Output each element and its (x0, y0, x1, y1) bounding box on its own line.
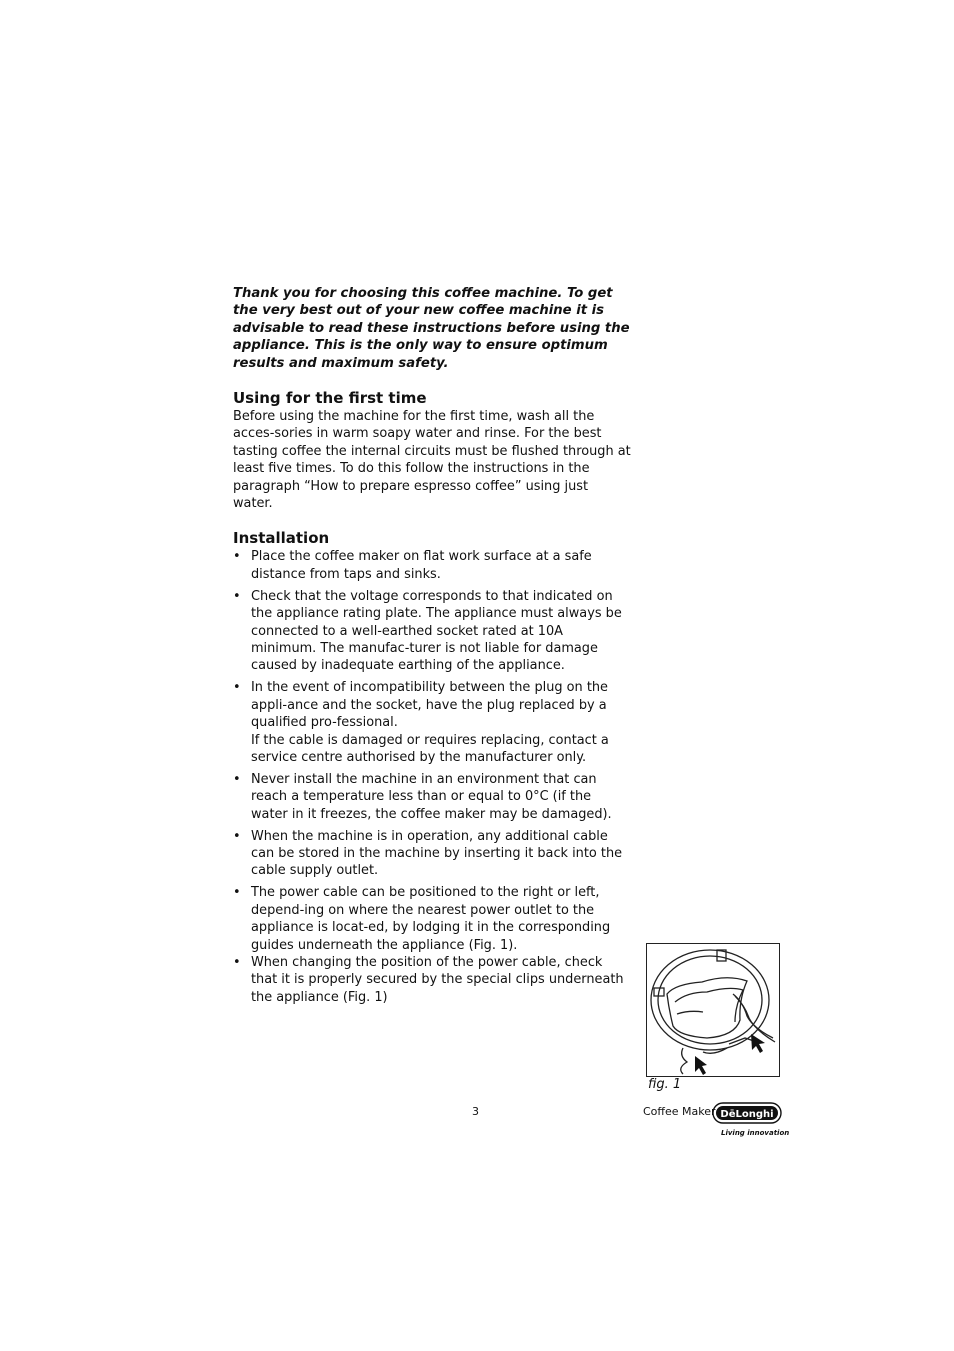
list-item-text: In the event of incompatibility between the plug on the appli-ance and the socket, have the plug replaced by a qualified pro-fessional. (251, 680, 608, 731)
first-use-body: Before using the machine for the first time, wash all the acces-sories in warm soapy water and rinse. For the best tasting coffee the internal circuits must be flushed through at least five times. To do this follow the instructions in the paragraph “How to prepare espresso coffee” using just water. (233, 409, 631, 512)
list-item-text: Place the coffee maker on flat work surface at a safe distance from taps and sinks. (251, 549, 592, 582)
first-use-heading: Using for the first time (233, 389, 427, 408)
brand-tagline: Living innovation (721, 1129, 790, 1137)
product-name: Coffee Maker (643, 1105, 716, 1118)
brand-logo (712, 1102, 782, 1124)
brand-name: DēLonghi (720, 1109, 774, 1120)
figure-caption: fig. 1 (648, 1077, 682, 1092)
list-item-text: Check that the voltage corresponds to that indicated on the appliance rating plate. The appliance must always be connected to a well-earthed socket rated at 10A minimum. The manufac-turer is not liable for damage caused by inadequate earthing of the appliance. (251, 588, 622, 674)
figure-frame (646, 943, 780, 1077)
list-item (233, 884, 631, 954)
list-item (233, 828, 631, 880)
machine-underside-illustration (647, 944, 779, 1076)
page-number: 3 (472, 1105, 479, 1118)
list-item (233, 588, 631, 675)
list-item-text: The power cable can be positioned to the right or left, depend-ing on where the nearest power outlet to the appliance is locat-ed, by lodging it in the corresponding guides underneath the appliance (Fig. 1). (251, 885, 611, 953)
list-item-text: Never install the machine in an environment that can reach a temperature less than or equal to 0°C (if the water in it freezes, the coffee maker may be damaged). (251, 771, 612, 822)
main-column (233, 285, 631, 1011)
installation-heading: Installation (233, 529, 330, 548)
list-item (233, 771, 631, 823)
intro-text: Thank you for choosing this coffee machine. To get the very best out of your new coffee machine it is advisable to read these instructions before using the appliance. This is the only way to ensure optimum results and maximum safety. (233, 286, 630, 371)
list-item (233, 954, 631, 1006)
list-item-text: When changing the position of the power cable, check that it is properly secured by the special clips underneath the appliance (Fig. 1) (251, 954, 624, 1005)
list-item (233, 679, 631, 766)
list-item-extra: If the cable is damaged or requires replacing, contact a service centre authorised by the manufacturer only. (251, 732, 609, 765)
list-item (233, 548, 631, 583)
list-item-text: When the machine is in operation, any additional cable can be stored in the machine by inserting it back into the cable supply outlet. (251, 828, 623, 879)
installation-list (233, 548, 631, 1006)
